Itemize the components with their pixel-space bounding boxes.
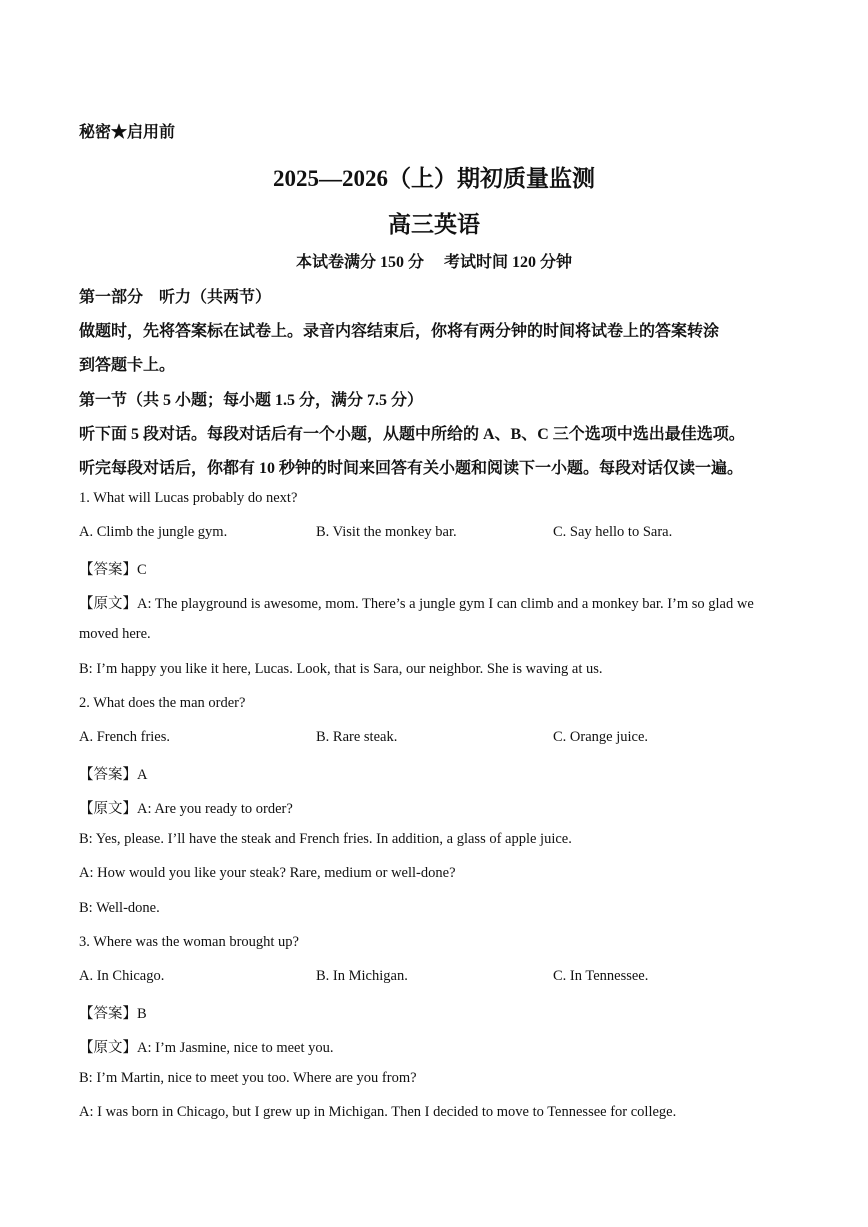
q1-option-c: C. Say hello to Sara. [553, 524, 673, 540]
q3-option-c: C. In Tennessee. [553, 968, 649, 984]
q3-transcript-line1: 【原文】A: I’m Jasmine, nice to meet you. [79, 1040, 334, 1056]
q1-option-a: A. Climb the jungle gym. [79, 524, 228, 540]
q1-option-b: B. Visit the monkey bar. [316, 524, 457, 540]
q3-answer: 【答案】B [79, 1006, 147, 1022]
part1-heading: 第一部分 听力（共两节） [79, 289, 272, 306]
q1-transcript-line2: moved here. [79, 626, 151, 642]
part1-instruction-line2: 到答题卡上。 [79, 357, 176, 374]
q2-option-b: B. Rare steak. [316, 729, 398, 745]
q2-option-a: A. French fries. [79, 729, 171, 745]
section1-instruction-line1: 听下面 5 段对话。每段对话后有一个小题，从题中所给的 A、B、C 三个选项中选出最佳选项。 [79, 426, 745, 443]
time-info: 考试时间 120 分钟 [444, 254, 573, 271]
q2-transcript-line2: B: Yes, please. I’ll have the steak and French fries. In addition, a glass of apple juice. [79, 831, 572, 847]
question-3: 3. Where was the woman brought up? [79, 934, 299, 950]
q3-option-b: B. In Michigan. [316, 968, 408, 984]
section1-heading: 第一节（共 5 小题；每小题 1.5 分，满分 7.5 分） [79, 392, 424, 409]
exam-meta [0, 249, 868, 272]
section1-instruction-line2: 听完每段对话后，你都有 10 秒钟的时间来回答有关小题和阅读下一小题。每段对话仅读一遍。 [79, 460, 744, 477]
q2-option-c: C. Orange juice. [553, 729, 649, 745]
q2-answer: 【答案】A [79, 767, 148, 783]
q1-transcript-line1: 【原文】A: The playground is awesome, mom. There’s a jungle gym I can climb and a monkey bar. I’m so glad we [79, 596, 754, 612]
score-info: 本试卷满分 150 分 [295, 254, 424, 271]
question-1: 1. What will Lucas probably do next? [79, 490, 298, 506]
q3-transcript-line2: B: I’m Martin, nice to meet you too. Where are you from? [79, 1070, 417, 1086]
q3-transcript-line3: A: I was born in Chicago, but I grew up in Michigan. Then I decided to move to Tennessee for college. [79, 1104, 677, 1120]
q1-answer: 【答案】C [79, 562, 147, 578]
exam-subject: 高三英语 [388, 212, 480, 237]
q1-transcript-line3: B: I’m happy you like it here, Lucas. Look, that is Sara, our neighbor. She is waving at us. [79, 661, 603, 677]
secret-label: 秘密★启用前 [79, 124, 176, 141]
q2-transcript-line4: B: Well-done. [79, 900, 160, 916]
q2-transcript-line1: 【原文】A: Are you ready to order? [79, 801, 293, 817]
q2-transcript-line3: A: How would you like your steak? Rare, medium or well-done? [79, 865, 456, 881]
question-2: 2. What does the man order? [79, 695, 246, 711]
q3-option-a: A. In Chicago. [79, 968, 165, 984]
exam-title: 2025—2026（上）期初质量监测 [273, 166, 595, 191]
part1-instruction-line1: 做题时，先将答案标在试卷上。录音内容结束后，你将有两分钟的时间将试卷上的答案转涂 [79, 323, 720, 340]
